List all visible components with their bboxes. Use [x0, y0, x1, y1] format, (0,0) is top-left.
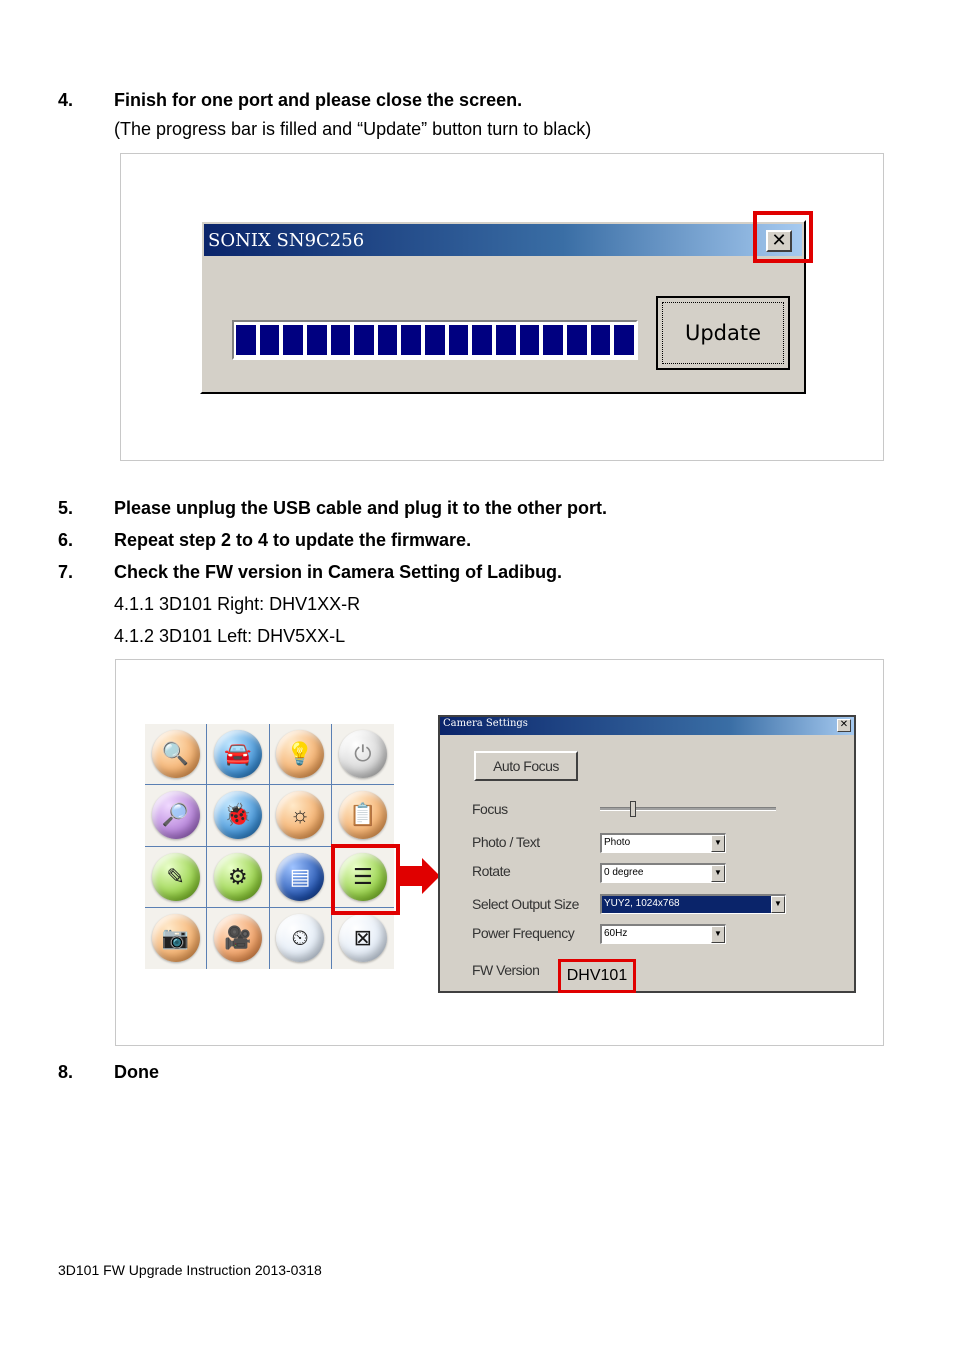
- clipboard-icon[interactable]: 📋: [339, 791, 387, 839]
- icon-grid-cell[interactable]: [145, 724, 207, 785]
- camera-settings-title: Camera Settings: [443, 718, 528, 729]
- icon-grid-cell[interactable]: [270, 908, 332, 969]
- icon-grid-cell[interactable]: [207, 847, 269, 908]
- progress-block: [614, 325, 634, 355]
- output-size-select[interactable]: [600, 894, 786, 914]
- chevron-down-icon[interactable]: ▼: [711, 865, 725, 882]
- step-5-number: 5.: [58, 498, 74, 518]
- progress-block: [543, 325, 563, 355]
- chevron-down-icon[interactable]: ▼: [771, 896, 785, 913]
- close-highlight-box: [753, 211, 813, 263]
- step-7-number: 7.: [58, 562, 74, 582]
- gallery-icon[interactable]: ▤: [276, 853, 324, 901]
- timer-icon[interactable]: ⏲: [276, 914, 324, 962]
- focus-label: Focus: [472, 801, 508, 817]
- substep-4-1-2: 4.1.2 3D101 Left: DHV5XX-L: [114, 626, 346, 646]
- icon-grid-cell[interactable]: [207, 785, 269, 846]
- output-size-label: Select Output Size: [472, 896, 579, 912]
- step-8-number: 8.: [58, 1062, 74, 1082]
- rotate-label: Rotate: [472, 863, 511, 879]
- progress-block: [520, 325, 540, 355]
- auto-focus-button[interactable]: Auto Focus: [474, 751, 578, 781]
- step-6-text: Repeat step 2 to 4 to update the firmware.: [114, 530, 472, 550]
- progress-block: [307, 325, 327, 355]
- icon-grid-cell[interactable]: [270, 724, 332, 785]
- camera-settings-titlebar: [440, 717, 854, 735]
- rotate-select[interactable]: [600, 863, 726, 883]
- focus-slider-thumb[interactable]: [630, 801, 636, 817]
- ladybug-icon[interactable]: 🐞: [214, 791, 262, 839]
- progress-block: [283, 325, 303, 355]
- exit-icon[interactable]: ⊠: [339, 914, 387, 962]
- icon-grid-cell[interactable]: [145, 785, 207, 846]
- chevron-down-icon[interactable]: ▼: [711, 835, 725, 852]
- camera-settings-icon[interactable]: ☰: [339, 853, 387, 901]
- step-6-number: 6.: [58, 530, 74, 550]
- step-4-text: Finish for one port and please close the screen.: [114, 90, 523, 110]
- progress-block: [401, 325, 421, 355]
- preview-icon[interactable]: 🔍: [152, 730, 200, 778]
- icon-grid-cell[interactable]: [270, 847, 332, 908]
- progress-block: [591, 325, 611, 355]
- power-frequency-label: Power Frequency: [472, 925, 575, 941]
- arrow-body: [400, 866, 422, 886]
- icon-grid-cell[interactable]: [332, 724, 394, 785]
- progress-block: [354, 325, 374, 355]
- settings-gear-icon[interactable]: ⚙: [214, 853, 262, 901]
- annotate-icon[interactable]: ✎: [152, 853, 200, 901]
- sonix-dialog-window: [200, 220, 806, 394]
- icon-grid-cell[interactable]: [332, 908, 394, 969]
- power-frequency-select[interactable]: [600, 924, 726, 944]
- progress-block: [496, 325, 516, 355]
- icon-grid-cell[interactable]: [145, 847, 207, 908]
- page-footer: 3D101 FW Upgrade Instruction 2013-0318: [58, 1262, 322, 1278]
- progress-block: [378, 325, 398, 355]
- progress-block: [567, 325, 587, 355]
- focus-slider[interactable]: [600, 807, 776, 811]
- icon-grid-cell[interactable]: [270, 785, 332, 846]
- capture-icon[interactable]: 📷: [152, 914, 200, 962]
- fw-version-value: DHV101: [558, 959, 636, 993]
- progress-bar: [232, 320, 638, 360]
- icon-grid-cell[interactable]: [332, 785, 394, 846]
- update-button[interactable]: [656, 296, 790, 370]
- close-icon[interactable]: ✕: [766, 230, 792, 252]
- step-4-number: 4.: [58, 90, 74, 110]
- sonix-dialog-title: SONIX SN9C256: [208, 230, 365, 251]
- car-icon[interactable]: 🚘: [214, 730, 262, 778]
- progress-block: [425, 325, 445, 355]
- output-size-value: YUY2, 1024x768: [604, 898, 680, 909]
- record-icon[interactable]: 🎥: [214, 914, 262, 962]
- chevron-down-icon[interactable]: ▼: [711, 926, 725, 943]
- icon-grid-cell[interactable]: [145, 908, 207, 969]
- lamp-icon[interactable]: 💡: [276, 730, 324, 778]
- photo-text-value: Photo: [604, 837, 631, 848]
- camera-settings-highlight-box: [331, 844, 400, 915]
- step-7-text: Check the FW version in Camera Setting of Ladibug.: [114, 562, 563, 582]
- photo-text-label: Photo / Text: [472, 834, 540, 850]
- step-8-text: Done: [114, 1062, 159, 1082]
- camera-settings-window: [438, 715, 856, 993]
- step-4-note: (The progress bar is filled and “Update” button turn to black): [114, 119, 592, 139]
- update-button-label: Update: [662, 302, 784, 364]
- photo-text-select[interactable]: [600, 833, 726, 853]
- progress-block: [449, 325, 469, 355]
- brightness-icon[interactable]: ☼: [276, 791, 324, 839]
- progress-block: [236, 325, 256, 355]
- progress-block: [472, 325, 492, 355]
- progress-block: [260, 325, 280, 355]
- rotate-value: 0 degree: [604, 867, 644, 878]
- close-icon[interactable]: ✕: [837, 719, 851, 732]
- power-icon[interactable]: ⏻: [339, 730, 387, 778]
- substep-4-1-1: 4.1.1 3D101 Right: DHV1XX-R: [114, 594, 361, 614]
- zoom-icon[interactable]: 🔎: [152, 791, 200, 839]
- sonix-dialog-titlebar: [204, 224, 802, 256]
- progress-block: [331, 325, 351, 355]
- icon-grid-cell[interactable]: [207, 908, 269, 969]
- fw-version-label: FW Version: [472, 962, 540, 978]
- icon-grid-cell[interactable]: [207, 724, 269, 785]
- power-frequency-value: 60Hz: [604, 928, 628, 939]
- step-5-text: Please unplug the USB cable and plug it to the other port.: [114, 498, 608, 518]
